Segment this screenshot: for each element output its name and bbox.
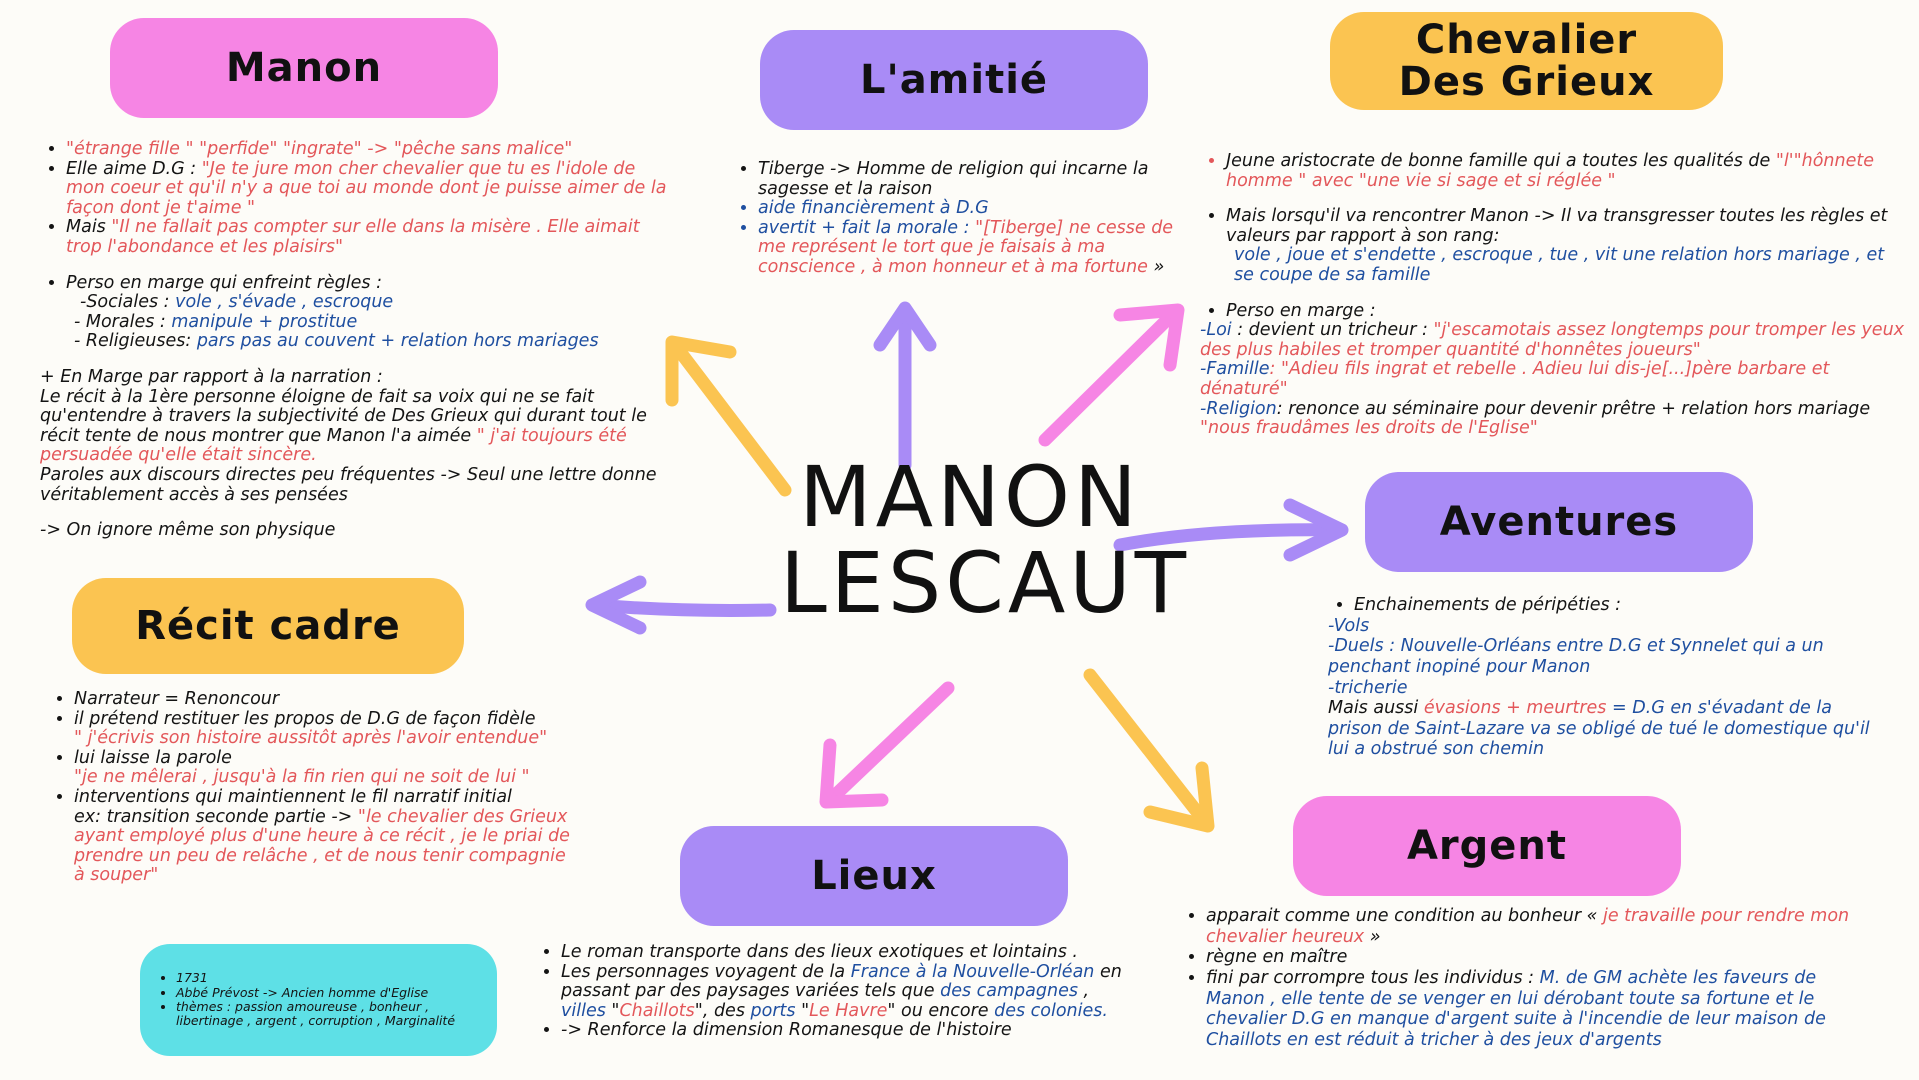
aventures-vols: -Vols xyxy=(1328,615,1370,636)
list-item: • règne en maître xyxy=(1206,947,1880,968)
list-item: • Perso en marge : xyxy=(1226,302,1905,322)
manon-sociales: -Sociales : vole , s'évade , escroque xyxy=(80,292,394,313)
arrow-to-recit xyxy=(592,582,770,628)
node-manon xyxy=(110,18,498,118)
list-item: • fini par corrompre tous les individus : M. de GM achète les faveurs de Manon , elle tente de se venger en lui dérobant toute sa fortune et le chevalier D.G en manque d'argent suite à l'incendie de leur maison de Chaillots en est réduit à tricher à des jeux d'argents xyxy=(1206,968,1880,1051)
node-recit-cadre-label: Récit cadre xyxy=(135,603,401,649)
node-lieux xyxy=(680,826,1068,926)
list-item: • Mais "Il ne fallait pas compter sur elle dans la misère . Elle aimait trop l'abondance et les plaisirs" xyxy=(66,218,668,257)
manon-religieuses: - Religieuses: pars pas au couvent + relation hors mariages xyxy=(74,331,599,352)
node-amitie-label: L'amitié xyxy=(859,57,1049,103)
manon-notes xyxy=(40,140,668,541)
lieux-notes xyxy=(535,943,1125,1041)
list-item: • "étrange fille " "perfide" "ingrate" -> "pêche sans malice" xyxy=(66,140,668,160)
list-item: • aide financièrement à D.G xyxy=(758,199,1177,219)
node-aventures xyxy=(1365,472,1753,572)
list-item: • interventions qui maintiennent le fil narratif initial ex: transition seconde partie -> "le chevalier des Grieux ayant employé plus d'une heure à ce récit , je le priai de prendre un peu de relâche , et de nous tenir compagnie à souper" xyxy=(74,788,578,886)
arrow-to-lieux xyxy=(826,688,948,802)
arrow-to-chevalier xyxy=(1045,310,1178,440)
node-argent-label: Argent xyxy=(1406,823,1568,869)
node-lieux-label: Lieux xyxy=(811,853,937,899)
list-item: • Enchainements de péripéties : xyxy=(1354,595,1888,616)
list-item: • 1731 xyxy=(176,971,458,985)
info-box xyxy=(140,944,497,1056)
node-aventures-label: Aventures xyxy=(1439,499,1679,545)
node-amitie xyxy=(760,30,1148,130)
chevalier-notes xyxy=(1200,152,1905,439)
list-item: • Abbé Prévost -> Ancien homme d'Eglise xyxy=(176,986,458,1000)
list-item: • avertit + fait la morale : "[Tiberge] ne cesse de me représent le tort que je faisais à ma conscience , à mon honneur et à ma fortune » xyxy=(758,219,1177,278)
list-item: • apparait comme une condition au bonheur « je travaille pour rendre mon chevalier heureux » xyxy=(1206,906,1880,947)
argent-notes xyxy=(1180,906,1880,1050)
chevalier-religion-quote: "nous fraudâmes les droits de l'Eglise" xyxy=(1200,418,1538,439)
central-title-line2: LESCAUT xyxy=(780,533,1191,632)
list-item: • Mais lorsqu'il va rencontrer Manon -> Il va transgresser toutes les règles et valeurs par rapport à son rang: xyxy=(1226,207,1905,246)
chevalier-transgressions: vole , joue et s'endette , escroque , tue , vit une relation hors mariage , et se coupe de sa famille xyxy=(1234,245,1885,285)
central-title-line1: MANON xyxy=(799,448,1141,546)
arrow-to-argent xyxy=(1090,675,1208,826)
list-item: • Le roman transporte dans des lieux exotiques et lointains . xyxy=(561,943,1125,963)
node-chevalier-label: Chevalier Des Grieux xyxy=(1398,17,1655,105)
recit-notes xyxy=(48,690,578,886)
list-item: • lui laisse la parole "je ne mêlerai , jusqu'à la fin rien qui ne soit de lui " xyxy=(74,749,578,788)
chevalier-loi: -Loi : devient un tricheur : "j'escamotais assez longtemps pour tromper les yeux des plus habiles et tromper quantité d'honnêtes joueurs" xyxy=(1200,320,1905,360)
arrow-to-manon xyxy=(672,342,785,490)
list-item: • thèmes : passion amoureuse , bonheur , libertinage , argent , corruption , Marginalité xyxy=(176,1000,458,1029)
list-item: • Tiberge -> Homme de religion qui incarne la sagesse et la raison xyxy=(758,160,1177,199)
list-item: • -> Renforce la dimension Romanesque de l'histoire xyxy=(561,1021,1125,1041)
list-item: • Les personnages voyagent de la France à la Nouvelle-Orléan en passant par des paysages variées tels que des campagnes , villes "Chaillots", des ports "Le Havre" ou encore des colonies. xyxy=(561,963,1125,1022)
aventures-evasions: Mais aussi évasions + meurtres = D.G en s'évadant de la prison de Saint-Lazare va se obligé de tué le domestique qu'il lui a obstrué son chemin xyxy=(1328,698,1870,760)
aventures-tricherie: -tricherie xyxy=(1328,677,1408,698)
list-item: • Narrateur = Renoncour xyxy=(74,690,578,710)
node-chevalier xyxy=(1330,12,1723,110)
list-item: • il prétend restituer les propos de D.G de façon fidèle " j'écrivis son histoire aussitôt après l'avoir entendue" xyxy=(74,710,578,749)
manon-morales: - Morales : manipule + prostitue xyxy=(74,311,358,332)
chevalier-religion: -Religion: renonce au séminaire pour devenir prêtre + relation hors mariage xyxy=(1200,398,1871,419)
node-recit-cadre xyxy=(72,578,464,674)
chevalier-famille: -Famille: "Adieu fils ingrat et rebelle . Adieu lui dis-je[...]père barbare et dénaturé" xyxy=(1200,359,1830,399)
manon-physique: -> On ignore même son physique xyxy=(40,520,336,541)
manon-paroles: Paroles aux discours directes peu fréquentes -> Seul une lettre donne véritablement accès à ses pensées xyxy=(40,464,657,505)
arrow-to-amitie xyxy=(880,308,930,465)
list-item: • Perso en marge qui enfreint règles : xyxy=(66,274,668,294)
manon-narration-text: Le récit à la 1ère personne éloigne de fait sa voix qui ne se fait qu'entendre à travers la subjectivité de Des Grieux qui durant tout le récit tente de nous montrer que Manon l'a aimée " j'ai toujours été persuadée qu'elle était sincère. xyxy=(40,386,647,466)
node-argent xyxy=(1293,796,1681,896)
node-manon-label: Manon xyxy=(225,45,383,91)
central-title xyxy=(780,448,1191,632)
list-item: • Elle aime D.G : "Je te jure mon cher chevalier que tu es l'idole de mon coeur et qu'il n'y a que toi au monde dont je puisse aimer de la façon dont je t'aime " xyxy=(66,160,668,219)
amitie-notes xyxy=(732,160,1177,278)
manon-narration-title: + En Marge par rapport à la narration : xyxy=(40,366,383,387)
aventures-duels: -Duels : Nouvelle-Orléans entre D.G et Synnelet qui a un penchant inopiné pour Manon xyxy=(1328,636,1824,677)
aventures-notes xyxy=(1328,595,1888,760)
list-item: • Jeune aristocrate de bonne famille qui a toutes les qualités de "l'"hônnete homme " avec "une vie si sage et si réglée " xyxy=(1226,152,1905,191)
